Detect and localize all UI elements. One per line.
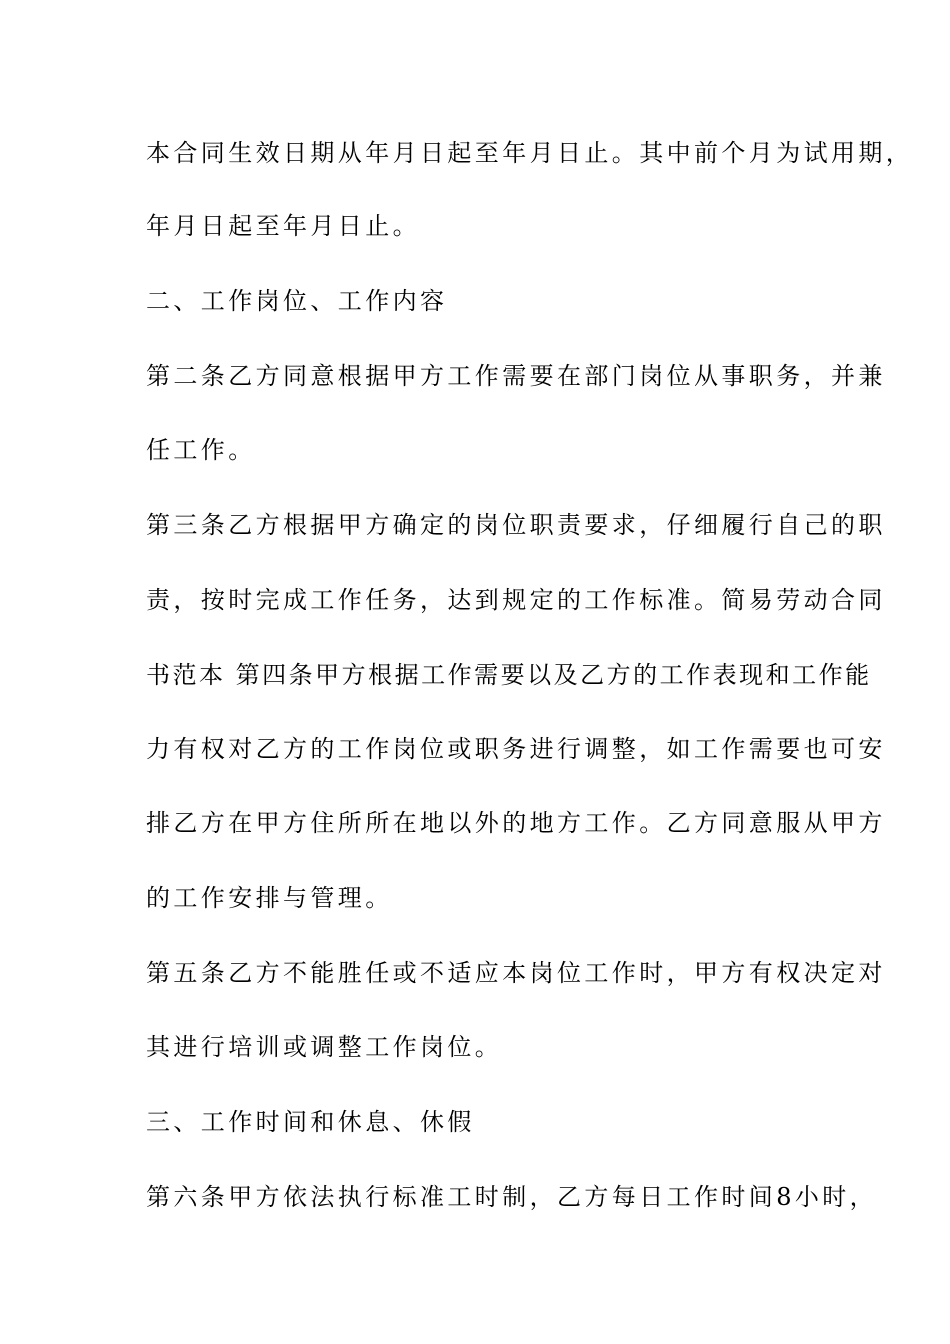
text-line: 第五条乙方不能胜任或不适应本岗位工作时，甲方有权决定对 [146,959,886,987]
text-line: 第二条乙方同意根据甲方工作需要在部门岗位从事职务，并兼 [146,362,886,390]
section-heading: 三、工作时间和休息、休假 [146,1108,475,1136]
text-line: 的工作安排与管理。 [146,884,393,912]
text-line: 责，按时完成工作任务，达到规定的工作标准。简易劳动合同 [146,586,886,614]
text-line: 第六条甲方依法执行标准工时制，乙方每日工作时间8小时， [146,1183,878,1211]
text-line: 书范本 第四条甲方根据工作需要以及乙方的工作表现和工作能 [146,661,872,689]
text-line: 任工作。 [146,436,256,464]
text-line: 排乙方在甲方住所所在地以外的地方工作。乙方同意服从甲方 [146,809,886,837]
text-line: 其进行培训或调整工作岗位。 [146,1033,503,1061]
text-line: 第三条乙方根据甲方确定的岗位职责要求，仔细履行自己的职 [146,511,886,539]
section-heading: 二、工作岗位、工作内容 [146,287,448,315]
text-line: 本合同生效日期从年月日起至年月日止。其中前个月为试用期， [146,139,914,167]
text-line: 力有权对乙方的工作岗位或职务进行调整，如工作需要也可安 [146,735,886,763]
text-line: 年月日起至年月日止。 [146,212,420,240]
